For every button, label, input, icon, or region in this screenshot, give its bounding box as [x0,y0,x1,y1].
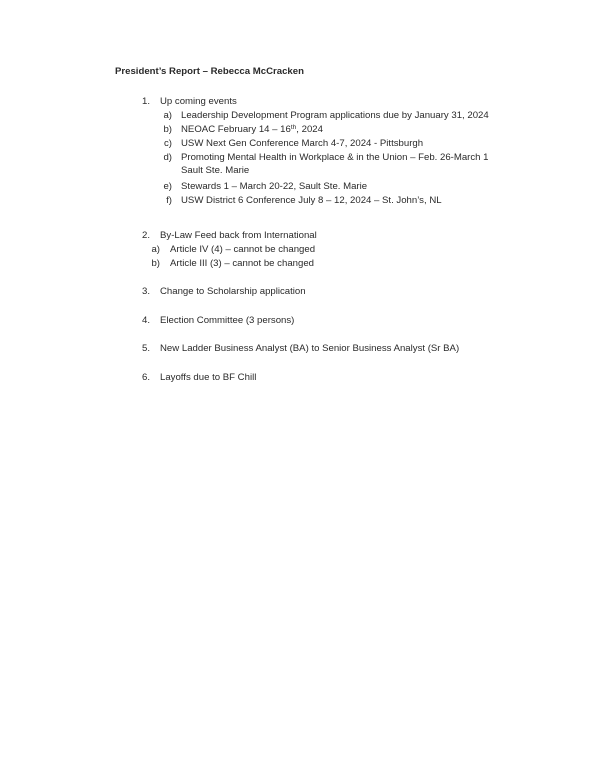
sub-item-text: Article III (3) – cannot be changed [170,258,314,269]
sub-item-letter: b) [163,124,172,135]
item-text: Change to Scholarship application [160,286,306,297]
item-number: 1. [141,96,150,107]
sub-item-letter: b) [151,258,160,269]
sub-item-text: Promoting Mental Health in Workplace & in the Union – Feb. 26-March 1 [181,152,489,163]
sub-item-text: Article IV (4) – cannot be changed [170,244,316,255]
item-number: 6. [141,372,150,383]
sub-item-letter: e) [163,181,172,192]
sub-item-letter: f) [166,195,172,206]
sub-item-letter: d) [163,152,172,163]
sub-item-text: USW District 6 Conference July 8 – 12, 2024 – St. John’s, NL [181,195,442,206]
item-number: 2. [141,230,150,241]
sub-item-letter: a) [163,110,172,121]
sub-item-letter: c) [164,138,172,149]
sub-item-letter: a) [151,244,160,255]
item-text: By-Law Feed back from International [160,230,317,241]
item-number: 4. [141,315,150,326]
item-number: 5. [141,343,150,354]
item-number: 3. [141,286,150,297]
sub-item-text: USW Next Gen Conference March 4-7, 2024 - Pittsburgh [181,138,424,149]
sub-item-text: Leadership Development Program applications due by January 31, 2024 [181,110,489,121]
sub-item-text: Stewards 1 – March 20-22, Sault Ste. Marie [181,181,368,192]
item-text: Layoffs due to BF Chill [160,372,257,383]
sub-item-text: Sault Ste. Marie [181,165,250,176]
item-text: Election Committee (3 persons) [160,315,295,326]
page-title: President’s Report – Rebecca McCracken [115,66,304,77]
item-text: Up coming events [160,96,237,107]
item-text: New Ladder Business Analyst (BA) to Senior Business Analyst (Sr BA) [160,343,460,354]
sub-item-text: NEOAC February 14 – 16th, 2024 [181,124,323,135]
